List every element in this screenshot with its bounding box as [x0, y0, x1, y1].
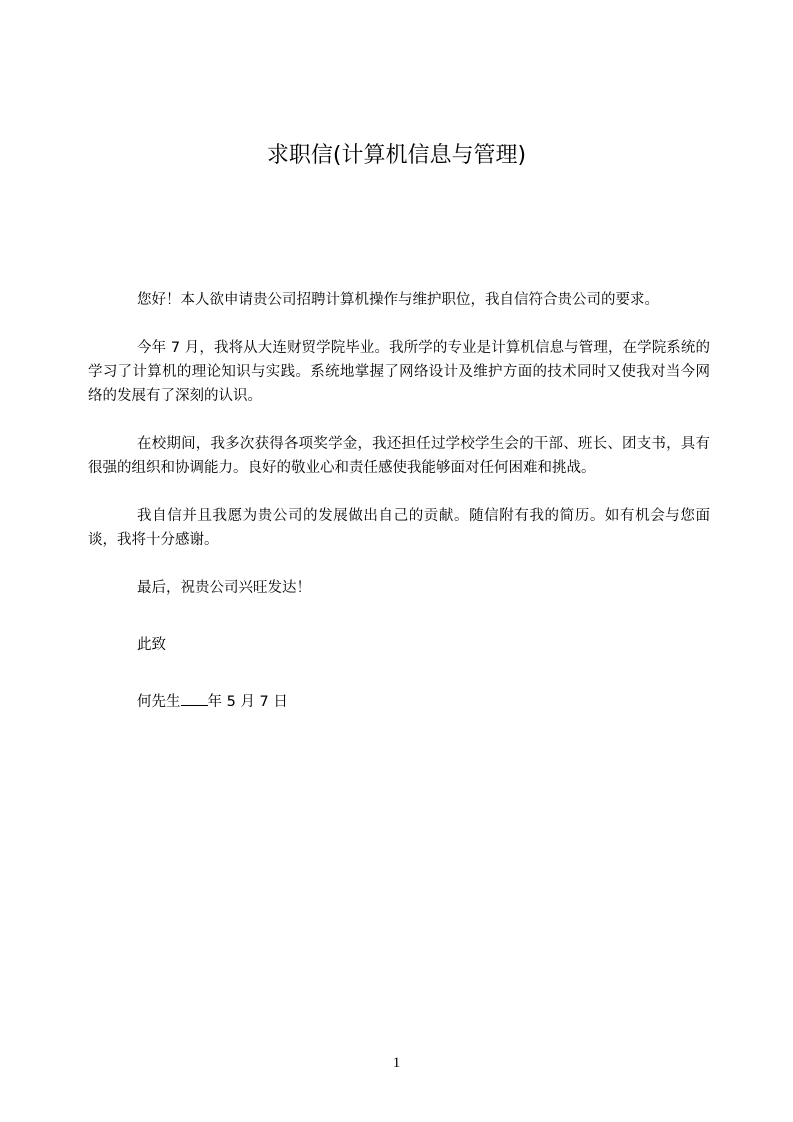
- document-title: 求职信(计算机信息与管理): [266, 143, 527, 168]
- closing-line: 最后，祝贵公司兴旺发达！: [137, 580, 311, 596]
- paragraph-education: 今年 7 月，我将从大连财贸学院毕业。我所学的专业是计算机信息与管理，在学院系统的学习了计算机的理论知识与实践。系统地掌握了网络设计及维护方面的技术同时又使我对当今网络的发展有了深刻的认识。: [88, 340, 710, 404]
- salutation-line: 此致: [137, 637, 166, 653]
- signature-date: 年 5 月 7 日: [207, 694, 288, 710]
- paragraph-greeting: 您好！本人欲申请贵公司招聘计算机操作与维护职位，我自信符合贵公司的要求。: [137, 292, 659, 308]
- date-blank: [181, 691, 208, 706]
- signature-name: 何先生: [137, 694, 181, 710]
- paragraph-contribution: 我自信并且我愿为贵公司的发展做出自己的贡献。随信附有我的简历。如有机会与您面谈，我将十分感谢。: [88, 508, 710, 548]
- paragraph-campus-experience: 在校期间，我多次获得各项奖学金，我还担任过学校学生会的干部、班长、团支书，具有很强的组织和协调能力。良好的敬业心和责任感使我能够面对任何困难和挑战。: [88, 436, 710, 476]
- signature-line: [88, 690, 710, 714]
- page-number: 1: [392, 1055, 401, 1071]
- letter-body: [88, 288, 710, 747]
